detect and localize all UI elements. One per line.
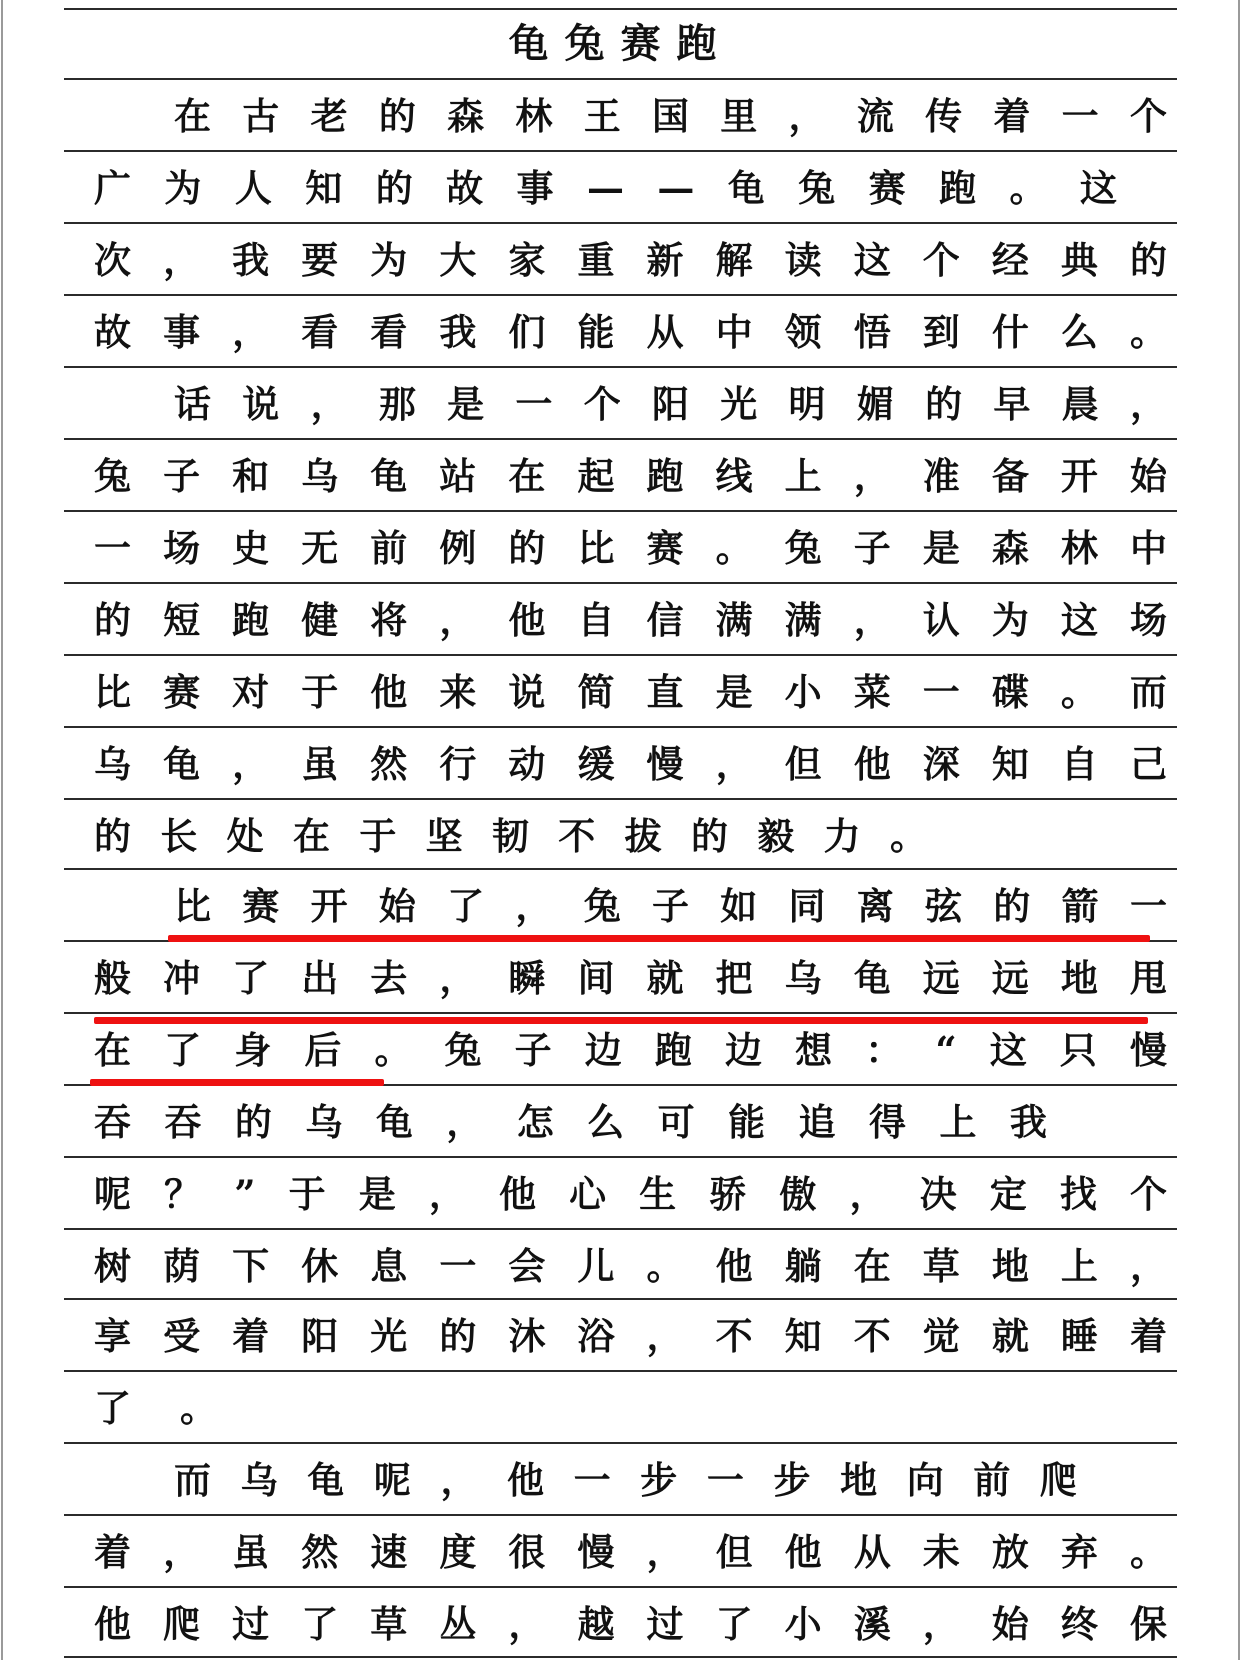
line-text: 比 赛 开 始 了 ， 兔 子 如 同 离 弦 的 箭 一 <box>174 883 1167 928</box>
line-text: 一 场 史 无 前 例 的 比 赛 。 兔 子 是 森 林 中 <box>94 525 1167 570</box>
line-text: 的 长 处 在 于 坚 韧 不 拔 的 毅 力 。 <box>94 813 927 858</box>
document-title-row <box>64 12 1177 76</box>
ruled-line <box>64 1156 1177 1158</box>
text-line <box>64 1020 1177 1080</box>
line-text: 树 荫 下 休 息 一 会 儿 。 他 躺 在 草 地 上 ， <box>94 1243 1167 1288</box>
ruled-line <box>64 798 1177 800</box>
text-line <box>64 1164 1177 1224</box>
text-line <box>64 876 1177 936</box>
text-line <box>64 1236 1177 1296</box>
ruled-line <box>64 726 1177 728</box>
line-text: 般 冲 了 出 去 ， 瞬 间 就 把 乌 龟 远 远 地 甩 <box>94 955 1167 1000</box>
text-line <box>64 518 1177 578</box>
line-text: 了 。 <box>94 1385 217 1430</box>
ruled-line <box>64 1656 1177 1658</box>
line-text: 乌 龟 ， 虽 然 行 动 缓 慢 ， 但 他 深 知 自 己 <box>94 741 1167 786</box>
line-text: 在 古 老 的 森 林 王 国 里 ， 流 传 着 一 个 <box>174 93 1167 138</box>
document-title: 龟 兔 赛 跑 <box>508 20 733 67</box>
line-text: 广 为 人 知 的 故 事 — — 龟 兔 赛 跑 。 这 <box>94 165 1117 210</box>
ruled-line <box>64 1228 1177 1230</box>
text-line <box>64 446 1177 506</box>
red-underline <box>90 1079 384 1086</box>
line-text: 吞 吞 的 乌 龟 ， 怎 么 可 能 追 得 上 我 <box>94 1099 1047 1144</box>
line-text: 他 爬 过 了 草 丛 ， 越 过 了 小 溪 ， 始 终 保 <box>94 1601 1167 1646</box>
ruled-line <box>64 1012 1177 1014</box>
text-line <box>64 948 1177 1008</box>
ruled-line <box>64 150 1177 152</box>
line-text: 呢 ？ ” 于 是 ， 他 心 生 骄 傲 ， 决 定 找 个 <box>94 1171 1167 1216</box>
line-text: 故 事 ， 看 看 我 们 能 从 中 领 悟 到 什 么 。 <box>94 309 1167 354</box>
text-line <box>64 806 1177 866</box>
text-line <box>64 158 1177 218</box>
line-text: 着 ， 虽 然 速 度 很 慢 ， 但 他 从 未 放 弃 。 <box>94 1529 1167 1574</box>
text-line <box>64 1378 1177 1438</box>
text-line <box>64 1522 1177 1582</box>
text-line <box>64 302 1177 362</box>
ruled-line <box>64 582 1177 584</box>
text-line <box>64 662 1177 722</box>
ruled-line <box>64 654 1177 656</box>
ruled-line <box>64 438 1177 440</box>
ruled-line <box>64 1514 1177 1516</box>
line-text: 次 ， 我 要 为 大 家 重 新 解 读 这 个 经 典 的 <box>94 237 1167 282</box>
ruled-line <box>64 1442 1177 1444</box>
text-line <box>64 1450 1177 1510</box>
page-left-edge <box>1 0 3 1660</box>
line-text: 兔 子 和 乌 龟 站 在 起 跑 线 上 ， 准 备 开 始 <box>94 453 1167 498</box>
ruled-line <box>64 1298 1177 1300</box>
line-text: 话 说 ， 那 是 一 个 阳 光 明 媚 的 早 晨 ， <box>174 381 1167 426</box>
text-line <box>64 734 1177 794</box>
red-underline <box>94 1017 1148 1024</box>
text-line <box>64 1306 1177 1366</box>
text-line <box>64 1092 1177 1152</box>
line-text: 而 乌 龟 呢 ， 他 一 步 一 步 地 向 前 爬 <box>174 1457 1077 1502</box>
ruled-line <box>64 1586 1177 1588</box>
text-line <box>64 590 1177 650</box>
ruled-line <box>64 8 1177 10</box>
line-text: 的 短 跑 健 将 ， 他 自 信 满 满 ， 认 为 这 场 <box>94 597 1167 642</box>
ruled-line <box>64 510 1177 512</box>
ruled-line <box>64 1370 1177 1372</box>
text-line <box>64 86 1177 146</box>
ruled-line <box>64 78 1177 80</box>
ruled-line <box>64 366 1177 368</box>
text-line <box>64 230 1177 290</box>
line-text: 享 受 着 阳 光 的 沐 浴 ， 不 知 不 觉 就 睡 着 <box>94 1313 1167 1358</box>
line-text: 比 赛 对 于 他 来 说 简 直 是 小 菜 一 碟 。 而 <box>94 669 1167 714</box>
page-right-edge <box>1238 0 1240 1660</box>
ruled-line <box>64 868 1177 870</box>
ruled-line <box>64 222 1177 224</box>
line-text: 在 了 身 后 。 兔 子 边 跑 边 想 ： “ 这 只 慢 <box>94 1027 1167 1072</box>
ruled-line <box>64 294 1177 296</box>
text-line <box>64 1594 1177 1654</box>
red-underline <box>168 935 1150 942</box>
text-line <box>64 374 1177 434</box>
